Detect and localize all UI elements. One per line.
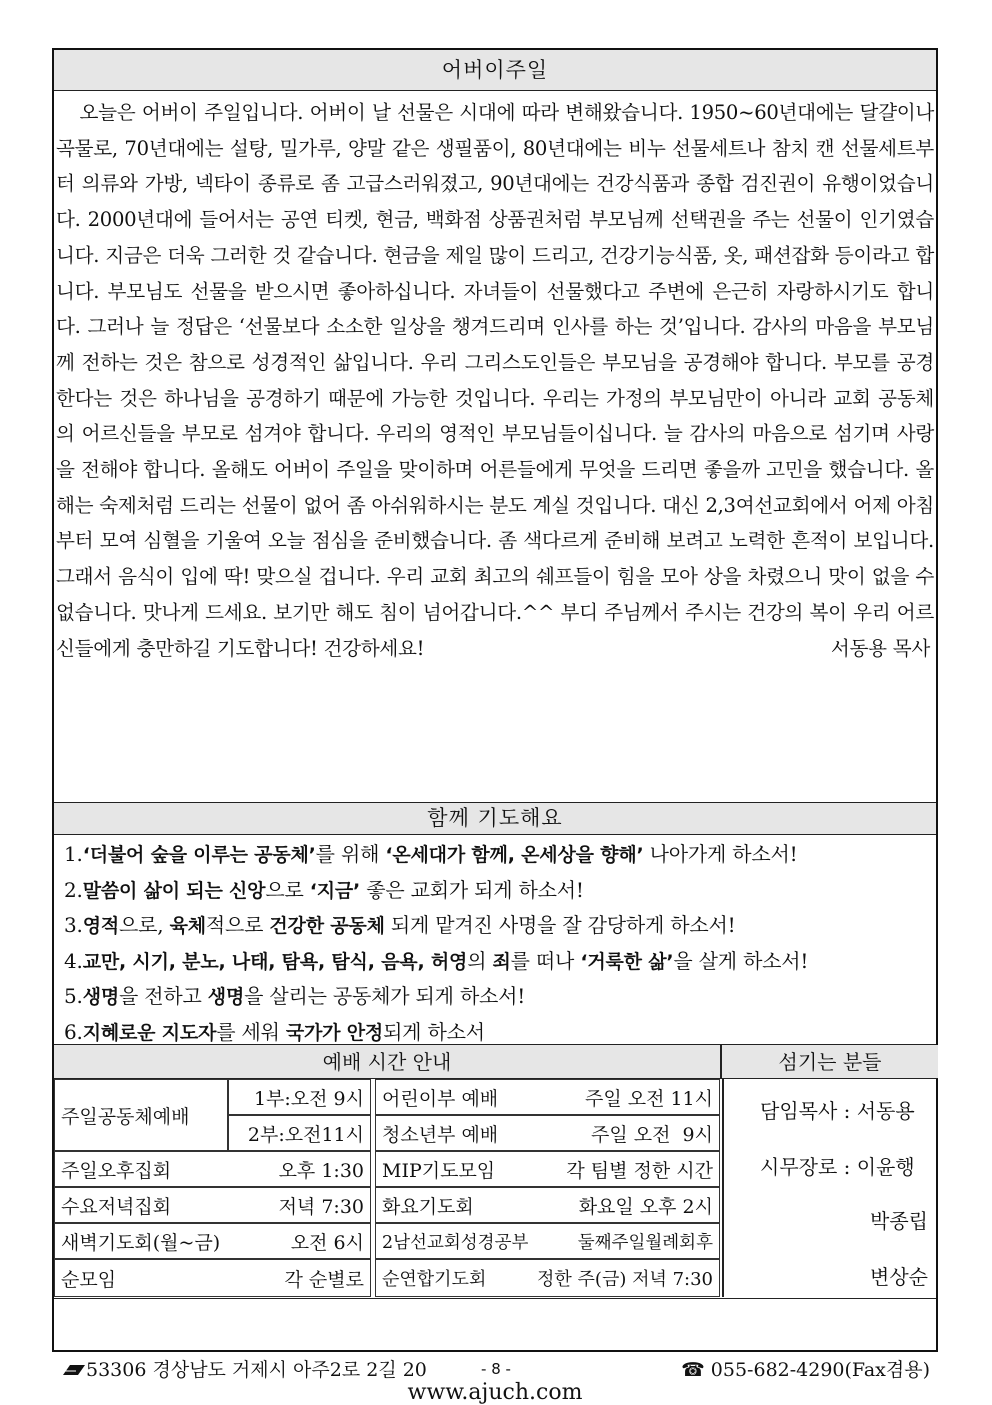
prayer-item bbox=[64, 944, 936, 980]
schedule-row: 청소년부 예배 주일 오전 9시 bbox=[375, 1115, 720, 1151]
prayer-text: 을 전하고 bbox=[119, 984, 208, 1008]
prayer-emphasis: 육체 bbox=[169, 915, 206, 937]
page-number: - 8 - bbox=[481, 1360, 511, 1378]
prayer-item bbox=[64, 873, 936, 909]
prayer-text: 나아가게 하소서! bbox=[643, 842, 798, 866]
sunday-service-2: 2부:오전11시 bbox=[228, 1115, 371, 1151]
article-body bbox=[54, 91, 936, 803]
prayer-text: 를 떠나 bbox=[510, 948, 581, 973]
prayer-emphasis: ‘온세대가 함께, 온세상을 향해’ bbox=[385, 844, 644, 866]
schedule-row: 주일오후집회 오후 1:30 bbox=[54, 1151, 371, 1187]
prayer-emphasis: 건강한 공동체 bbox=[269, 915, 385, 937]
phone-icon: ☎ bbox=[681, 1359, 705, 1381]
prayer-emphasis: ‘더불어 숲을 이루는 공동체’ bbox=[82, 844, 316, 866]
prayer-text: 를 세워 bbox=[216, 1019, 286, 1044]
schedule-row: 수요저녁집회 저녁 7:30 bbox=[54, 1187, 371, 1223]
schedule-row: 2남선교회성경공부 둘째주일월례회후 bbox=[375, 1223, 720, 1259]
prayer-text: 4. bbox=[64, 948, 83, 973]
prayer-item bbox=[64, 979, 936, 1015]
elder-name: 박종립 bbox=[870, 1209, 928, 1233]
prayer-emphasis: 국가가 안정 bbox=[285, 1021, 384, 1044]
elder-name: 시무장로 : 이윤행 bbox=[760, 1155, 915, 1179]
schedule-section bbox=[54, 1045, 936, 1299]
prayer-emphasis: 영적 bbox=[82, 915, 119, 937]
prayer-text: 6. bbox=[64, 1019, 83, 1044]
servers-list bbox=[722, 1079, 938, 1297]
prayer-item bbox=[64, 837, 936, 873]
prayer-emphasis: 교만, 시기, 분노, 나태, 탐욕, 탐식, 음욕, 허영 bbox=[82, 950, 468, 973]
schedule-row: 새벽기도회(월~금) 오전 6시 bbox=[54, 1223, 371, 1259]
prayer-emphasis: ‘지금’ bbox=[309, 879, 361, 902]
prayer-text: 2. bbox=[64, 877, 83, 902]
schedule-row: MIP기도모임 각 팀별 정한 시간 bbox=[375, 1151, 720, 1187]
article-signature: 서동용 목사 bbox=[830, 636, 930, 660]
prayer-emphasis: 죄 bbox=[492, 950, 511, 973]
address: 53306 경상남도 거제시 아주2로 2길 20 bbox=[62, 1355, 427, 1382]
schedule-row: 순연합기도회 정한 주(금) 저녁 7:30 bbox=[375, 1259, 720, 1297]
article-text bbox=[56, 95, 934, 666]
prayer-text: 5. bbox=[64, 984, 83, 1008]
prayer-title: 함께 기도해요 bbox=[54, 803, 936, 835]
sunday-service-label: 주일공동체예배 bbox=[54, 1079, 228, 1151]
prayer-emphasis: ‘거룩한 삶’ bbox=[580, 950, 674, 973]
prayer-text: 1. bbox=[64, 842, 83, 866]
prayer-emphasis: 지혜로운 지도자 bbox=[82, 1021, 217, 1044]
article-title: 어버이주일 bbox=[54, 50, 936, 91]
prayer-text: 적으로 bbox=[205, 913, 270, 937]
prayer-emphasis: 생명 bbox=[207, 986, 245, 1008]
sunday-service-1: 1부:오전 9시 bbox=[228, 1079, 371, 1115]
prayer-text: 좋은 교회가 되게 하소서! bbox=[360, 877, 584, 902]
prayer-text: 의 bbox=[467, 948, 493, 973]
prayer-list bbox=[54, 835, 936, 1045]
phone: ☎ 055-682-4290(Fax겸용) bbox=[681, 1359, 930, 1381]
article-paragraph: 오늘은 어버이 주일입니다. 어버이 날 선물은 시대에 따라 변해왔습니다. 1950~60년대에는 달걀이나 곡물로, 70년대에는 설탕, 밀가루, 양말 같은 생필품이, 80년대에는 비누 선물세트나 참치 캔 선물세트부터 의류와 가방, 넥타이 종류로 좀 고급스러워졌고, 90년대에는 건강식품과 종합 검진권이 유행이었습니다. 2000년대에 들어서는 공연 티켓, 현금, 백화점 상품권처럼 부모님께 선택권을 주는 선물이 인기였습니다. 지금은 더욱 그러한 것 같습니다. 현금을 제일 많이 드리고, 건강기능식품, 옷, 패션잡화 등이라고 합니다. 부모님도 선물을 받으시면 좋아하십니다. 자녀들이 선물했다고 주변에 은근히 자랑하시기도 합니다. 그러나 늘 정답은 ‘선물보다 소소한 일상을 챙겨드리며 인사를 하는 것’입니다. 감사의 마음을 부모님께 전하는 것은 참으로 성경적인 삶입니다. 우리 그리스도인들은 부모님을 공경해야 합니다. 부모를 공경한다는 것은 하나님을 공경하기 때문에 가능한 것입니다. 우리는 가정의 부모님만이 아니라 교회 공동체의 어르신들을 부모로 섬겨야 합니다. 우리의 영적인 부모님들이십니다. 늘 감사의 마음으로 섬기며 사랑을 전해야 합니다. 올해도 어버이 주일을 맞이하며 어른들에게 무엇을 드리면 좋을까 고민을 했습니다. 올해는 숙제처럼 드리는 선물이 없어 좀 아쉬워하시는 분도 계실 것입니다. 대신 2,3여선교회에서 어제 아침부터 모여 심혈을 기울여 오늘 점심을 준비했습니다. 좀 색다르게 준비해 보려고 노력한 흔적이 보입니다. 그래서 음식이 입에 딱! 맞으실 겁니다. 우리 교회 최고의 쉐프들이 힘을 모아 상을 차렸으니 맛이 없을 수 없습니다. 맛나게 드세요. 보기만 해도 침이 넘어갑니다.^^ 부디 주님께서 주시는 건강의 복이 우리 어르신들에게 충만하길 기도합니다! 건강하세요! bbox=[56, 101, 934, 660]
prayer-text: 으로, bbox=[119, 913, 170, 937]
prayer-text: 되게 맡겨진 사명을 잘 감당하게 하소서! bbox=[384, 913, 736, 937]
prayer-text: 3. bbox=[64, 913, 83, 937]
bulletin-page bbox=[52, 48, 938, 1405]
website-link[interactable]: www.ajuch.com bbox=[407, 1380, 583, 1405]
schedule-row: 순모임 각 순별로 bbox=[54, 1259, 371, 1297]
prayer-text: 으로 bbox=[265, 877, 310, 902]
prayer-text: 을 살게 하소서! bbox=[673, 948, 809, 973]
pastor-name: 담임목사 : 서동용 bbox=[760, 1099, 915, 1123]
schedule-row: 어린이부 예배 주일 오전 11시 bbox=[375, 1079, 720, 1115]
elder-name: 변상순 bbox=[870, 1265, 928, 1289]
prayer-emphasis: 생명 bbox=[82, 986, 119, 1008]
schedule-title: 예배 시간 안내 bbox=[54, 1045, 722, 1079]
servers-title: 섬기는 분들 bbox=[722, 1045, 938, 1079]
prayer-text: 를 위해 bbox=[315, 842, 386, 866]
prayer-item bbox=[64, 908, 936, 944]
prayer-text: 되게 하소서 bbox=[383, 1019, 485, 1044]
prayer-text: 을 살리는 공동체가 되게 하소서! bbox=[244, 984, 526, 1008]
prayer-emphasis: 말씀이 삶이 되는 신앙 bbox=[82, 879, 266, 902]
schedule-row: 화요기도회 화요일 오후 2시 bbox=[375, 1187, 720, 1223]
